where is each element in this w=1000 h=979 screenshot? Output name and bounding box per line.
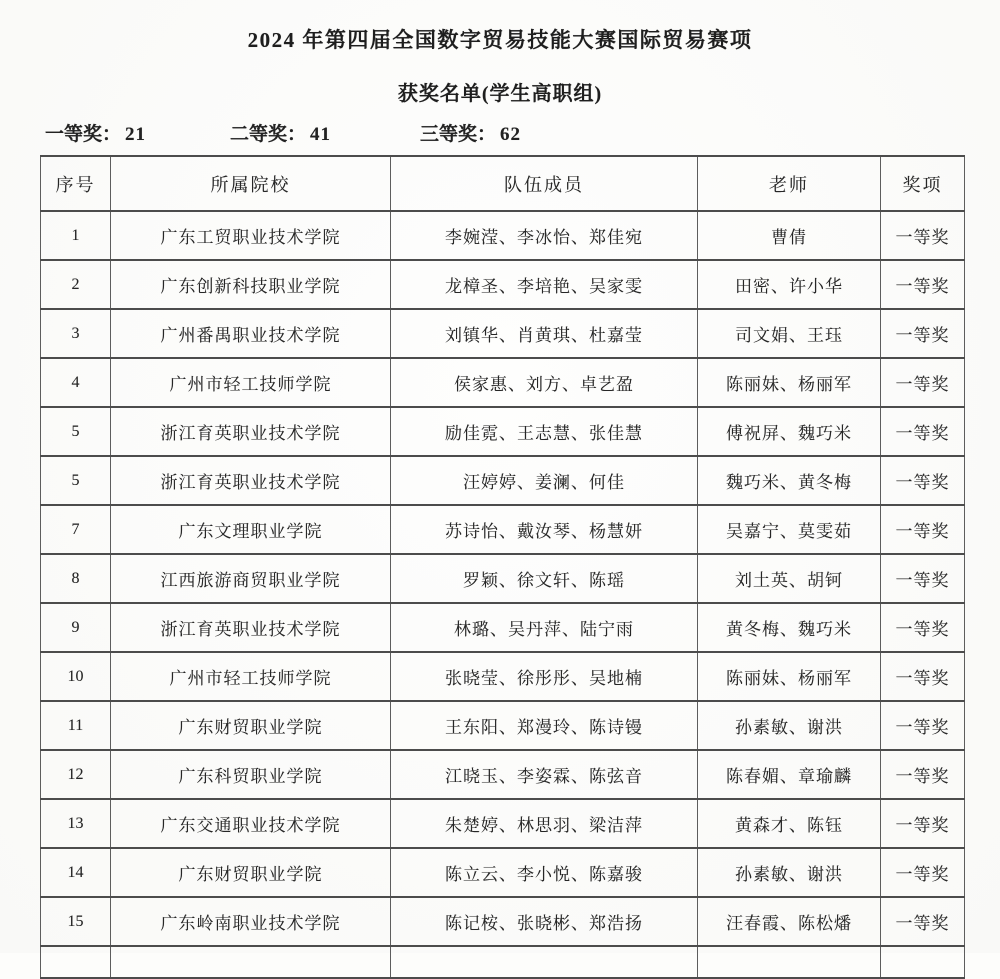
second-prize-label: 二等奖： <box>230 124 307 145</box>
cell-team: 王东阳、郑漫玲、陈诗镘 <box>391 701 698 750</box>
cell-school: 浙江育英职业技术学院 <box>111 407 391 456</box>
table-row <box>41 897 965 946</box>
table-row <box>41 603 965 652</box>
cell-teacher: 孙素敏、谢洪 <box>698 848 881 897</box>
cell-teacher: 孙素敏、谢洪 <box>698 701 881 750</box>
table-row <box>41 848 965 897</box>
cell-school: 广东财贸职业学院 <box>111 701 391 750</box>
document-title: 2024 年第四届全国数字贸易技能大赛国际贸易赛项 <box>247 28 753 52</box>
cell-serial: 1 <box>41 211 111 260</box>
cell-team: 苏诗怡、戴汝琴、杨慧妍 <box>391 505 698 554</box>
cell-teacher <box>698 946 881 978</box>
cell-team: 林璐、吴丹萍、陆宁雨 <box>391 603 698 652</box>
cell-teacher: 田密、许小华 <box>698 260 881 309</box>
cell-prize: 一等奖 <box>881 750 965 799</box>
header-school: 所属院校 <box>111 156 391 211</box>
first-prize-label: 一等奖： <box>45 124 122 145</box>
table-header-row <box>41 156 965 211</box>
cell-teacher: 傅祝屏、魏巧米 <box>698 407 881 456</box>
table-row <box>41 652 965 701</box>
cell-teacher: 黄森才、陈钰 <box>698 799 881 848</box>
cell-prize: 一等奖 <box>881 260 965 309</box>
cell-teacher: 司文娟、王珏 <box>698 309 881 358</box>
cell-prize: 一等奖 <box>881 603 965 652</box>
cell-school: 浙江育英职业技术学院 <box>111 603 391 652</box>
cell-school: 广东岭南职业技术学院 <box>111 897 391 946</box>
cell-teacher: 陈丽妹、杨丽军 <box>698 652 881 701</box>
cell-team: 励佳霓、王志慧、张佳慧 <box>391 407 698 456</box>
cell-prize: 一等奖 <box>881 701 965 750</box>
cell-prize: 一等奖 <box>881 897 965 946</box>
cell-prize: 一等奖 <box>881 652 965 701</box>
header-prize: 奖项 <box>881 156 965 211</box>
cell-team: 李婉滢、李冰怡、郑佳宛 <box>391 211 698 260</box>
cell-school: 广州市轻工技师学院 <box>111 358 391 407</box>
cell-serial: 15 <box>41 897 111 946</box>
table-row <box>41 358 965 407</box>
cell-prize: 一等奖 <box>881 358 965 407</box>
cell-school: 广东科贸职业学院 <box>111 750 391 799</box>
cell-prize: 一等奖 <box>881 456 965 505</box>
table-row <box>41 407 965 456</box>
cell-teacher: 陈丽妹、杨丽军 <box>698 358 881 407</box>
cell-prize <box>881 946 965 978</box>
document-subtitle: 获奖名单(学生高职组) <box>397 83 603 105</box>
table-row <box>41 505 965 554</box>
cell-school: 广州番禺职业技术学院 <box>111 309 391 358</box>
cell-school: 广东交通职业技术学院 <box>111 799 391 848</box>
second-prize-value: 41 <box>310 124 332 145</box>
cell-school <box>111 946 391 978</box>
table-row <box>41 309 965 358</box>
cell-school: 广东创新科技职业学院 <box>111 260 391 309</box>
cell-teacher: 陈春媚、章瑜麟 <box>698 750 881 799</box>
cell-serial: 11 <box>41 701 111 750</box>
cell-serial: 4 <box>41 358 111 407</box>
cell-school: 广州市轻工技师学院 <box>111 652 391 701</box>
cell-serial: 7 <box>41 505 111 554</box>
cell-prize: 一等奖 <box>881 407 965 456</box>
cell-team: 陈立云、李小悦、陈嘉骏 <box>391 848 698 897</box>
cell-serial: 5 <box>41 407 111 456</box>
header-serial-number: 序号 <box>41 156 111 211</box>
cell-serial: 8 <box>41 554 111 603</box>
cell-team: 刘镇华、肖黄琪、杜嘉莹 <box>391 309 698 358</box>
table-row <box>41 701 965 750</box>
cell-serial: 3 <box>41 309 111 358</box>
cell-prize: 一等奖 <box>881 505 965 554</box>
cell-team: 罗颖、徐文轩、陈瑶 <box>391 554 698 603</box>
cell-teacher: 刘土英、胡钶 <box>698 554 881 603</box>
cell-team: 陈记桉、张晓彬、郑浩扬 <box>391 897 698 946</box>
cell-school: 广东文理职业学院 <box>111 505 391 554</box>
table-row <box>41 211 965 260</box>
table-row <box>41 260 965 309</box>
table-row <box>41 554 965 603</box>
cell-prize: 一等奖 <box>881 848 965 897</box>
table-row <box>41 456 965 505</box>
cell-teacher: 汪春霞、陈松燔 <box>698 897 881 946</box>
cell-team: 侯家惠、刘方、卓艺盈 <box>391 358 698 407</box>
award-count-summary <box>45 119 521 146</box>
cell-school: 广东财贸职业学院 <box>111 848 391 897</box>
cell-team <box>391 946 698 978</box>
second-prize-count <box>230 119 420 146</box>
cell-serial: 12 <box>41 750 111 799</box>
cell-serial: 13 <box>41 799 111 848</box>
cell-serial <box>41 946 111 978</box>
cell-school: 浙江育英职业技术学院 <box>111 456 391 505</box>
first-prize-value: 21 <box>125 124 147 145</box>
third-prize-label: 三等奖： <box>420 124 497 145</box>
cell-teacher: 魏巧米、黄冬梅 <box>698 456 881 505</box>
cell-school: 广东工贸职业技术学院 <box>111 211 391 260</box>
cell-team: 朱楚婷、林思羽、梁洁萍 <box>391 799 698 848</box>
cell-prize: 一等奖 <box>881 309 965 358</box>
cell-team: 江晓玉、李姿霖、陈弦音 <box>391 750 698 799</box>
header-team-members: 队伍成员 <box>391 156 698 211</box>
cell-serial: 14 <box>41 848 111 897</box>
first-prize-count <box>45 119 230 146</box>
cell-prize: 一等奖 <box>881 554 965 603</box>
table-row <box>41 750 965 799</box>
table-row <box>41 799 965 848</box>
cell-teacher: 吴嘉宁、莫雯茹 <box>698 505 881 554</box>
cell-serial: 5 <box>41 456 111 505</box>
cell-prize: 一等奖 <box>881 799 965 848</box>
third-prize-value: 62 <box>500 124 522 145</box>
cell-school: 江西旅游商贸职业学院 <box>111 554 391 603</box>
cell-prize: 一等奖 <box>881 211 965 260</box>
third-prize-count <box>420 119 521 146</box>
award-winners-table <box>40 155 965 979</box>
cell-serial: 9 <box>41 603 111 652</box>
cell-teacher: 黄冬梅、魏巧米 <box>698 603 881 652</box>
cell-team: 张晓莹、徐彤彤、吴地楠 <box>391 652 698 701</box>
cell-team: 汪婷婷、姜澜、何佳 <box>391 456 698 505</box>
header-teacher: 老师 <box>698 156 881 211</box>
cell-teacher: 曹倩 <box>698 211 881 260</box>
cell-serial: 10 <box>41 652 111 701</box>
cell-serial: 2 <box>41 260 111 309</box>
cell-team: 龙樟圣、李培艳、吴家雯 <box>391 260 698 309</box>
table-row-cutoff <box>41 946 965 978</box>
